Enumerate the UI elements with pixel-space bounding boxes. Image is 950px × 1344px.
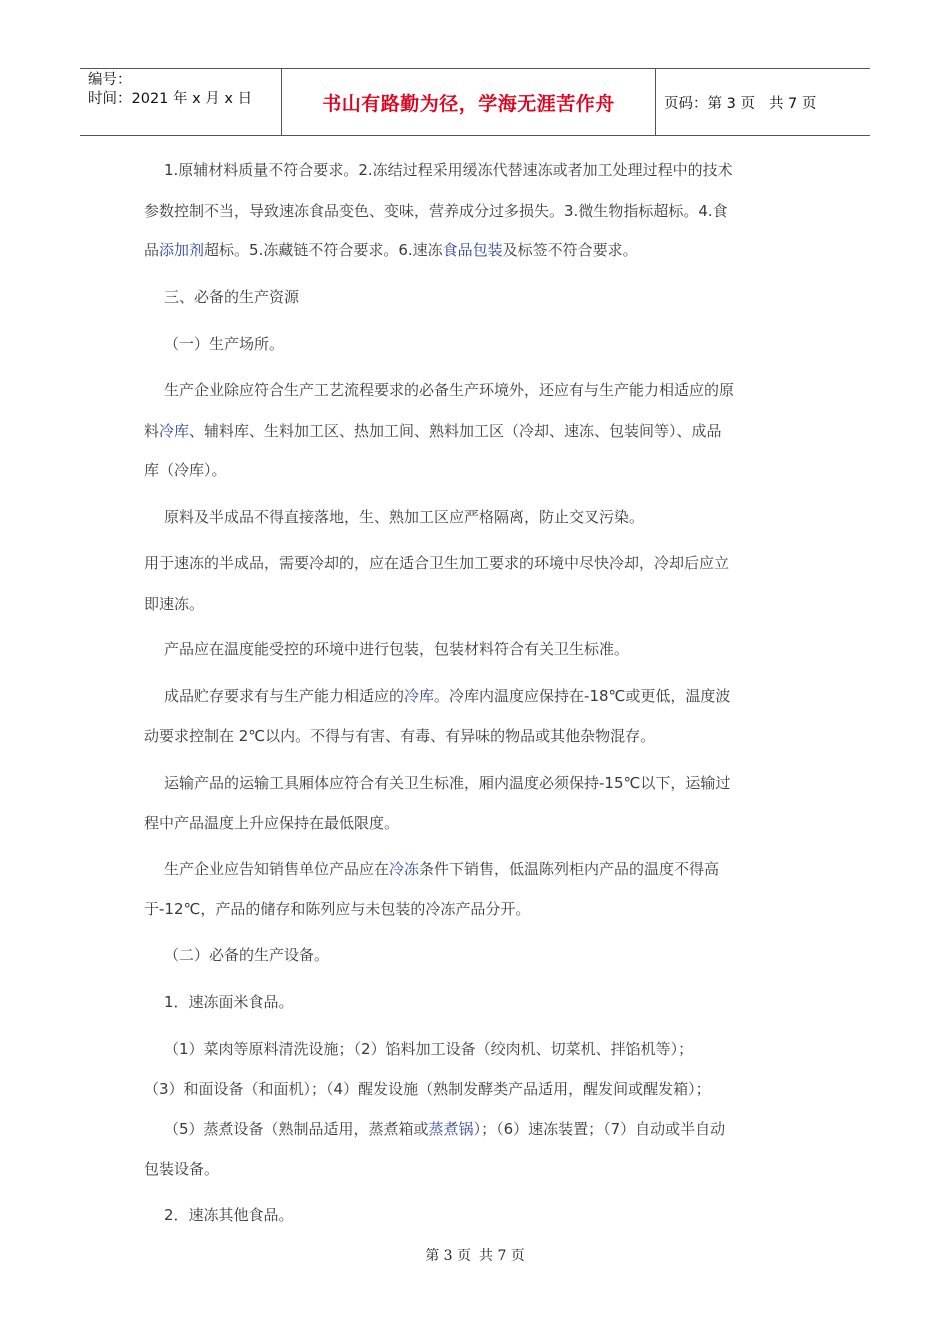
document-number-label: 编号： bbox=[88, 72, 132, 88]
link-frozen[interactable]: 冷冻 bbox=[389, 860, 420, 878]
text-span: 条件下销售，低温陈列柜内产品的温度不得高 bbox=[419, 860, 720, 878]
header-meta bbox=[80, 69, 282, 135]
link-steam-pot[interactable]: 蒸煮锅 bbox=[428, 1120, 474, 1138]
document-date-label: 时间：2021 年 x 月 x 日 bbox=[88, 91, 253, 107]
paragraph-line bbox=[144, 230, 809, 270]
paragraph-line bbox=[144, 1109, 829, 1149]
text-span: 料 bbox=[144, 422, 160, 440]
link-cold-storage[interactable]: 冷库 bbox=[159, 422, 190, 440]
paragraph-line: 动要求控制在 2℃以内。不得与有害、有毒、有异味的物品或其他杂物混存。 bbox=[144, 727, 656, 745]
header-motto: 书山有路勤为径，学海无涯苦作舟 bbox=[282, 69, 656, 135]
paragraph-line: 生产企业除应符合生产工艺流程要求的必备生产环境外，还应有与生产能力相适应的原 bbox=[164, 381, 735, 399]
header-page-info bbox=[656, 69, 870, 135]
subsection-heading: （一）生产场所。 bbox=[164, 335, 285, 353]
text-span: 成品贮存要求有与生产能力相适应的 bbox=[164, 687, 405, 705]
link-food-packaging[interactable]: 食品包装 bbox=[442, 241, 503, 259]
footer-page-number: 第 3 页 bbox=[425, 1248, 471, 1264]
text-span: 。冷库内温度应保持在-18℃或更低，温度波 bbox=[434, 687, 731, 705]
paragraph-line bbox=[144, 676, 829, 716]
section-heading: 三、必备的生产资源 bbox=[164, 288, 300, 306]
paragraph-line: 参数控制不当，导致速冻食品变色、变味，营养成分过多损失。3.微生物指标超标。4.食 bbox=[144, 202, 728, 220]
paragraph-line: 原料及半成品不得直接落地，生、熟加工区应严格隔离，防止交叉污染。 bbox=[164, 508, 645, 526]
text-span: （5）蒸煮设备（熟制品适用，蒸煮箱或 bbox=[164, 1120, 429, 1138]
text-span: 超标。5.冻藏链不符合要求。6.速冻 bbox=[204, 241, 443, 259]
text-span: ）；（6）速冻装置；（7）自动或半自动 bbox=[473, 1120, 726, 1138]
text-span: 、辅料库、生料加工区、热加工间、熟料加工区（冷却、速冻、包装间等）、成品 bbox=[189, 422, 722, 440]
paragraph-line bbox=[144, 849, 829, 889]
link-additive[interactable]: 添加剂 bbox=[159, 241, 205, 259]
paragraph-line: 库（冷库）。 bbox=[144, 461, 227, 479]
paragraph-line: 1.原辅材料质量不符合要求。2.冻结过程采用缓冻代替速冻或者加工处理过程中的技术 bbox=[164, 161, 733, 179]
paragraph-line: 产品应在温度能受控的环境中进行包装，包装材料符合有关卫生标准。 bbox=[164, 640, 630, 658]
page-footer bbox=[0, 1245, 950, 1265]
paragraph-line: （1）菜肉等原料清洗设施；（2）馅料加工设备（绞肉机、切菜机、拌馅机等）； bbox=[164, 1040, 694, 1058]
paragraph-line: 用于速冻的半成品，需要冷却的，应在适合卫生加工要求的环境中尽快冷却，冷却后应立 bbox=[144, 554, 730, 572]
paragraph-line: 包装设备。 bbox=[144, 1160, 220, 1178]
footer-page-total: 共 7 页 bbox=[479, 1248, 525, 1264]
paragraph-line: 程中产品温度上升应保持在最低限度。 bbox=[144, 814, 400, 832]
text-span: 生产企业应告知销售单位产品应在 bbox=[164, 860, 390, 878]
page-header bbox=[80, 68, 870, 136]
text-span: 品 bbox=[144, 241, 160, 259]
text-span: 及标签不符合要求。 bbox=[502, 241, 638, 259]
paragraph-line: （3）和面设备（和面机）；（4）醒发设施（熟制发酵类产品适用，醒发间或醒发箱）； bbox=[144, 1080, 711, 1098]
header-page-total: 共 7 页 bbox=[768, 95, 817, 112]
list-heading: 2．速冻其他食品。 bbox=[164, 1206, 294, 1224]
paragraph-line: 运输产品的运输工具厢体应符合有关卫生标准，厢内温度必须保持-15℃以下，运输过 bbox=[164, 774, 731, 792]
paragraph-line bbox=[144, 411, 809, 451]
list-heading: 1．速冻面米食品。 bbox=[164, 993, 294, 1011]
subsection-heading: （二）必备的生产设备。 bbox=[164, 946, 330, 964]
link-cold-storage-2[interactable]: 冷库 bbox=[404, 687, 435, 705]
header-page-number: 页码：第 3 页 bbox=[664, 95, 755, 112]
paragraph-line: 即速冻。 bbox=[144, 595, 205, 613]
paragraph-line: 于-12℃，产品的储存和陈列应与未包装的冷冻产品分开。 bbox=[144, 900, 531, 918]
